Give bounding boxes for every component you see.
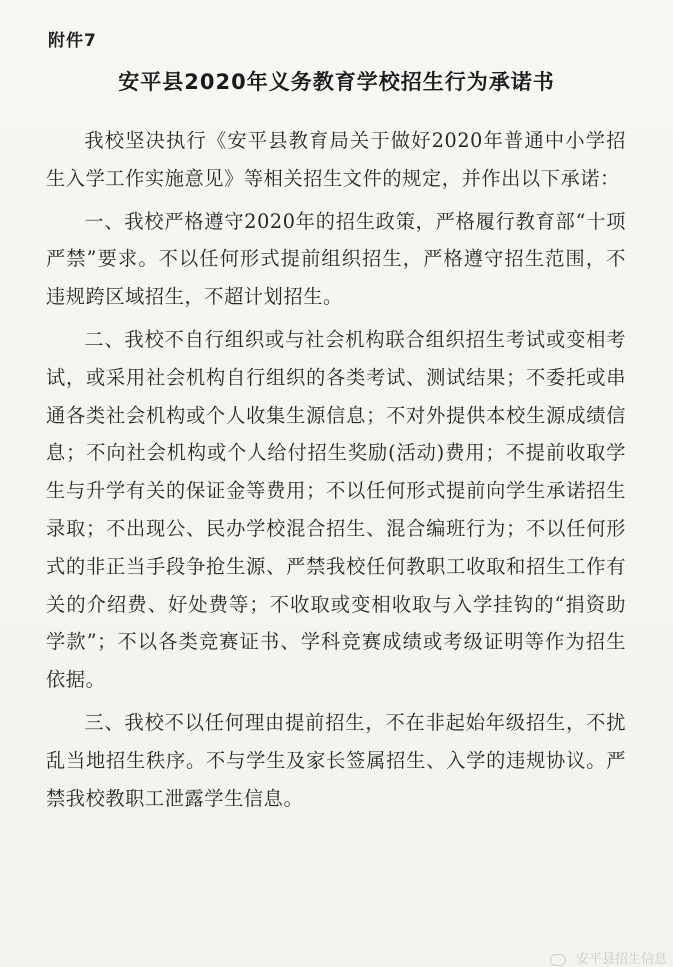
source-watermark: [550, 948, 667, 967]
paragraph-intro: 我校坚决执行《安平县教育局关于做好2020年普通中小学招生入学工作实施意见》等相关招生文件的规定，并作出以下承诺：: [46, 129, 626, 190]
paragraph-commitment-2: 二、我校不自行组织或与社会机构联合组织招生考试或变相考试，或采用社会机构自行组织的各类考试、测试结果；不委托或串通各类社会机构或个人收集生源信息；不对外提供本校生源成绩信息；不向社会机构或个人给付招生奖励(活动)费用；不提前收取学生与升学有关的保证金等费用；不以任何形式提前向学生承诺招生录取；不出现公、民办学校混合招生、混合编班行为；不以任何形式的非正当手段争抢生源、严禁我校任何教职工收取和招生工作有关的介绍费、好处费等；不收取或变相收取与入学挂钩的“捐资助学款”；不以各类竞赛证书、学科竞赛成绩或考级证明等作为招生依据。: [46, 327, 626, 692]
document-title: 安平县2020年义务教育学校招生行为承诺书: [118, 70, 555, 94]
document-body: [46, 122, 626, 817]
wechat-icon: [550, 954, 566, 966]
paragraph-commitment-3: 三、我校不以任何理由提前招生，不在非起始年级招生，不扰乱当地招生秩序。不与学生及家长签属招生、入学的违规协议。严禁我校教职工泄露学生信息。: [46, 710, 626, 810]
attachment-label: 附件7: [48, 31, 97, 51]
watermark-text: 安平县招生信息: [575, 952, 667, 967]
paragraph-commitment-1: 一、我校严格遵守2020年的招生政策，严格履行教育部“十项严禁”要求。不以任何形式提前组织招生，严格遵守招生范围，不违规跨区域招生，不超计划招生。: [46, 209, 626, 309]
